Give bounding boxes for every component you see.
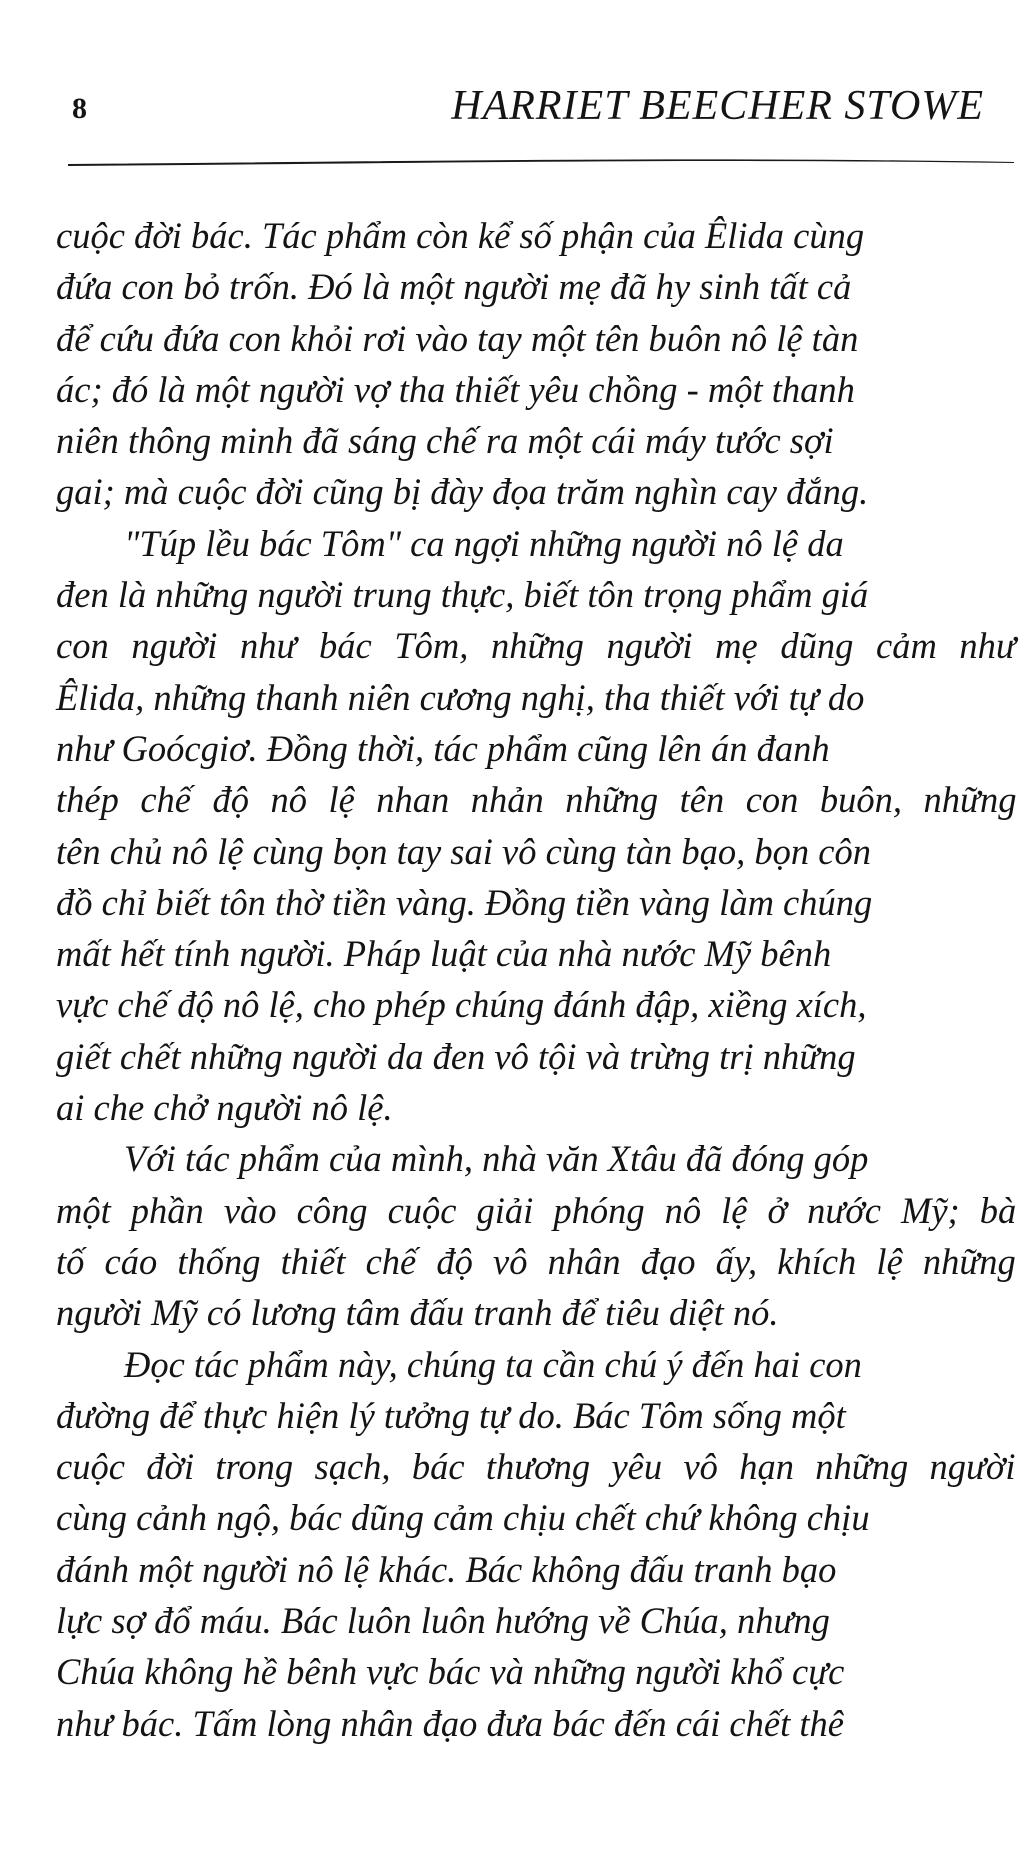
text-line: gai; mà cuộc đời cũng bị đày đọa trăm nghìn cay đắng. — [56, 471, 869, 513]
text-line: đường để thực hiện lý tưởng tự do. Bác Tôm sống một — [56, 1394, 846, 1436]
text-line: như Goócgiơ. Đồng thời, tác phẩm cũng lên án đanh — [56, 727, 830, 769]
running-head-title: HARRIET BEECHER STOWE — [451, 83, 984, 129]
text-line: con người như bác Tôm, những người mẹ dũng cảm như — [56, 625, 1016, 667]
text-line: tên chủ nô lệ cùng bọn tay sai vô cùng tàn bạo, bọn côn — [56, 830, 872, 872]
text-line: để cứu đứa con khỏi rơi vào tay một tên buôn nô lệ tàn — [56, 317, 859, 359]
text-line: ai che chở người nô lệ. — [56, 1087, 393, 1129]
text-line: đánh một người nô lệ khác. Bác không đấu tranh bạo — [56, 1548, 837, 1590]
text-line: giết chết những người da đen vô tội và trừng trị những — [56, 1035, 856, 1077]
text-line: như bác. Tấm lòng nhân đạo đưa bác đến cái chết thê — [56, 1702, 844, 1744]
body-text — [56, 210, 1016, 1749]
text-line: "Túp lều bác Tôm" ca ngợi những người nô lệ da — [124, 522, 844, 564]
text-line: cuộc đời trong sạch, bác thương yêu vô hạn những người — [56, 1446, 1016, 1488]
text-line: Với tác phẩm của mình, nhà văn Xtâu đã đóng góp — [124, 1138, 869, 1180]
text-line: tố cáo thống thiết chế độ vô nhân đạo ấy, khích lệ những — [56, 1240, 1016, 1282]
text-line: niên thông minh đã sáng chế ra một cái máy tước sợi — [56, 420, 834, 462]
text-line: đứa con bỏ trốn. Đó là một người mẹ đã hy sinh tất cả — [56, 266, 852, 308]
text-line: vực chế độ nô lệ, cho phép chúng đánh đập, xiềng xích, — [56, 984, 867, 1026]
text-line: cùng cảnh ngộ, bác dũng cảm chịu chết chứ không chịu — [56, 1497, 870, 1539]
text-line: lực sợ đổ máu. Bác luôn luôn hướng về Chúa, nhưng — [56, 1600, 830, 1642]
text-line: một phần vào công cuộc giải phóng nô lệ ở nước Mỹ; bà — [56, 1189, 1017, 1231]
page-number: 8 — [72, 92, 87, 125]
text-line: Chúa không hề bênh vực bác và những người khổ cực — [56, 1651, 845, 1693]
text-line: Đọc tác phẩm này, chúng ta cần chú ý đến hai con — [124, 1343, 862, 1385]
text-line: đồ chỉ biết tôn thờ tiền vàng. Đồng tiền vàng làm chúng — [56, 881, 873, 923]
text-line: cuộc đời bác. Tác phẩm còn kể số phận của Êlida cùng — [56, 215, 865, 256]
text-line: mất hết tính người. Pháp luật của nhà nước Mỹ bênh — [56, 933, 832, 975]
text-line: đen là những người trung thực, biết tôn trọng phẩm giá — [56, 574, 869, 616]
header-rule — [68, 154, 1014, 168]
text-line: người Mỹ có lương tâm đấu tranh để tiêu diệt nó. — [56, 1292, 779, 1334]
text-line: Êlida, những thanh niên cương nghị, tha thiết với tự do — [56, 676, 865, 718]
text-line: ác; đó là một người vợ tha thiết yêu chồng - một thanh — [56, 368, 855, 410]
text-line: thép chế độ nô lệ nhan nhản những tên con buôn, những — [56, 779, 1017, 821]
